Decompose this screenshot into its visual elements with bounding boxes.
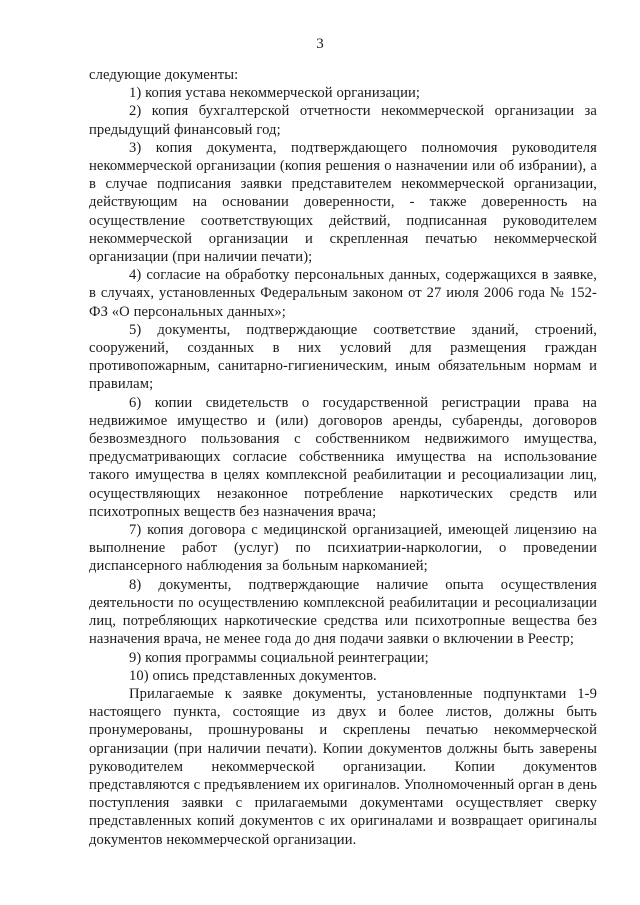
list-item-2: 2) копия бухгалтерской отчетности некоммерческой организации за предыдущий финансовый год; — [89, 103, 597, 138]
page-number: 3 — [316, 36, 324, 52]
list-item-1: 1) копия устава некоммерческой организации; — [129, 85, 421, 102]
intro-line: следующие документы: — [89, 67, 239, 83]
closing-paragraph: Прилагаемые к заявке документы, установленные подпунктами 1-9 настоящего пункта, состоящие из двух и более листов, должны быть пронумерованы, прошнурованы и скреплены печатью некоммерческой организации (при наличии печати). Копии документов должны быть заверены руководителем некоммерческой организации. Копии документов представляются с предъявлением их оригиналов. Уполномоченный орган в день поступления заявки с прилагаемыми документами осуществляет сверку представленных копий документов с их оригиналами и возвращает оригиналы документов некоммерческой организации. — [89, 685, 597, 848]
list-item-9: 9) копия программы социальной реинтеграции; — [129, 649, 429, 666]
list-item-6: 6) копии свидетельств о государственной регистрации права на недвижимое имущество и (или) договоров аренды, субаренды, договоров безвозмездного пользования с собственником недвижимого имущества, предусматривающих согласие собственника имущества на использование такого имущества в целях комплексной реабилитации и ресоциализации лиц, осуществляющих незаконное потребление наркотических средств или психотропных веществ без назначения врача; — [89, 394, 597, 520]
list-item-5: 5) документы, подтверждающие соответствие зданий, строений, сооружений, созданных в них условий для размещения граждан противопожарным, санитарно-гигиеническим, иным обязательным нормам и правилам; — [89, 321, 597, 393]
list-item-3: 3) копия документа, подтверждающего полномочия руководителя некоммерческой организации (копия решения о назначении или об избрании), а в случае подписания заявки представителем некоммерческой организации, действующим на основании доверенности, - также доверенность на осуществление соответствующих действий, подписанная руководителем некоммерческой организации и скрепленная печатью некоммерческой организации (при наличии печати); — [89, 139, 597, 266]
list-item-10: 10) опись представленных документов. — [129, 667, 377, 684]
list-item-7: 7) копия договора с медицинской организацией, имеющей лицензию на выполнение работ (услуг) по психиатрии-наркологии, о проведении диспансерного наблюдения за больным наркоманией; — [89, 522, 597, 575]
list-item-8: 8) документы, подтверждающие наличие опыта осуществления деятельности по осуществлению комплексной реабилитации и ресоциализации лиц, потребляющих наркотические средства или психотропные вещества без назначения врача, не менее года до дня подачи заявки о включении в Реестр; — [89, 576, 597, 648]
document-body — [89, 66, 597, 849]
list-item-4: 4) согласие на обработку персональных данных, содержащихся в заявке, в случаях, установленных Федеральным законом от 27 июля 2006 года № 152-ФЗ «О персональных данных»; — [89, 267, 597, 320]
